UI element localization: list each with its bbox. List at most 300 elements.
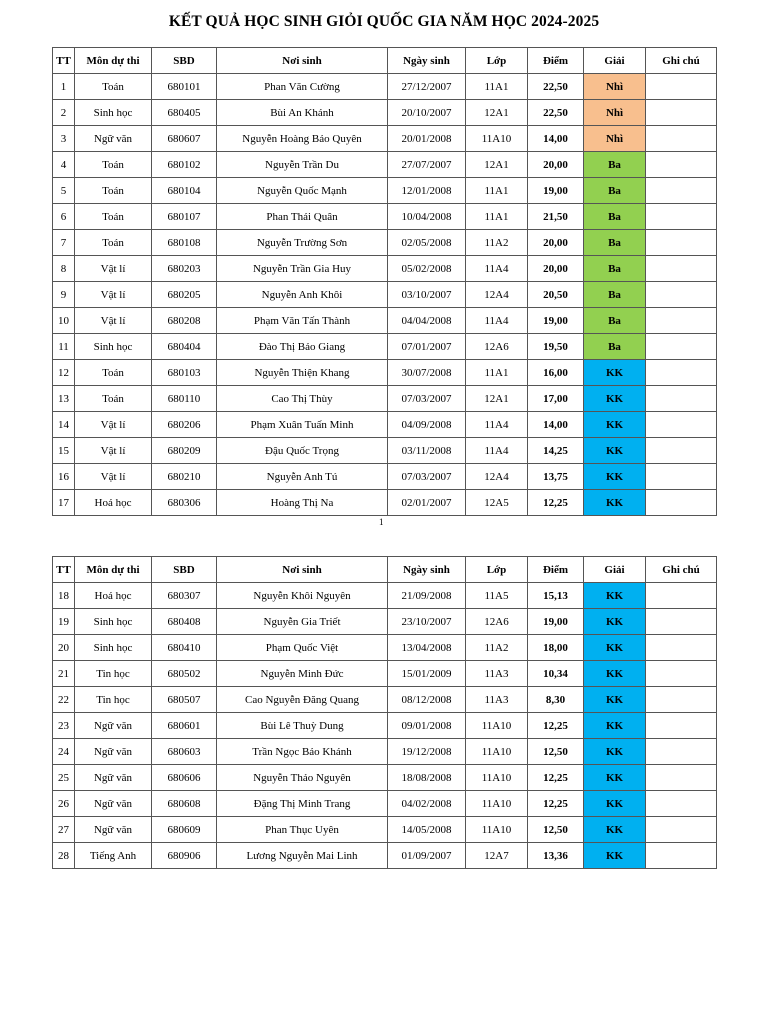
table-row xyxy=(53,152,717,178)
score-cell: 20,50 xyxy=(528,282,584,308)
class-cell: 11A2 xyxy=(466,230,528,256)
name-cell: Trần Ngọc Bảo Khánh xyxy=(217,739,388,765)
dob-cell: 07/01/2007 xyxy=(388,334,466,360)
score-cell: 12,25 xyxy=(528,490,584,516)
name-cell: Phan Thục Uyên xyxy=(217,817,388,843)
table-row xyxy=(53,74,717,100)
dob-cell: 04/09/2008 xyxy=(388,412,466,438)
note-cell xyxy=(646,661,717,687)
class-cell: 12A1 xyxy=(466,152,528,178)
column-header-subject: Môn dự thi xyxy=(75,557,152,583)
name-cell: Phạm Xuân Tuấn Minh xyxy=(217,412,388,438)
note-cell xyxy=(646,308,717,334)
table-body xyxy=(53,74,717,516)
subject-cell: Hoá học xyxy=(75,490,152,516)
column-header-note: Ghi chú xyxy=(646,557,717,583)
class-cell: 11A10 xyxy=(466,765,528,791)
score-cell: 22,50 xyxy=(528,74,584,100)
column-header-score: Điểm xyxy=(528,557,584,583)
note-cell xyxy=(646,490,717,516)
score-cell: 14,00 xyxy=(528,126,584,152)
column-header-score: Điểm xyxy=(528,48,584,74)
table-row xyxy=(53,412,717,438)
prize-cell: Ba xyxy=(584,334,646,360)
prize-cell: KK xyxy=(584,791,646,817)
dob-cell: 10/04/2008 xyxy=(388,204,466,230)
name-cell: Lương Nguyễn Mai Linh xyxy=(217,843,388,869)
name-cell: Nguyễn Anh Khôi xyxy=(217,282,388,308)
tt-cell: 11 xyxy=(53,334,75,360)
score-cell: 8,30 xyxy=(528,687,584,713)
class-cell: 11A1 xyxy=(466,204,528,230)
score-cell: 10,34 xyxy=(528,661,584,687)
dob-cell: 21/09/2008 xyxy=(388,583,466,609)
prize-cell: KK xyxy=(584,386,646,412)
class-cell: 12A6 xyxy=(466,334,528,360)
column-header-sbd: SBD xyxy=(152,557,217,583)
table-row xyxy=(53,791,717,817)
prize-cell: KK xyxy=(584,438,646,464)
class-cell: 11A4 xyxy=(466,308,528,334)
class-cell: 12A1 xyxy=(466,386,528,412)
subject-cell: Ngữ văn xyxy=(75,765,152,791)
name-cell: Nguyễn Quốc Mạnh xyxy=(217,178,388,204)
table-header-row xyxy=(53,557,717,583)
class-cell: 12A4 xyxy=(466,282,528,308)
name-cell: Nguyễn Khôi Nguyên xyxy=(217,583,388,609)
sbd-cell: 680206 xyxy=(152,412,217,438)
subject-cell: Ngữ văn xyxy=(75,126,152,152)
subject-cell: Ngữ văn xyxy=(75,791,152,817)
name-cell: Nguyễn Gia Triết xyxy=(217,609,388,635)
name-cell: Nguyễn Thiện Khang xyxy=(217,360,388,386)
score-cell: 14,00 xyxy=(528,412,584,438)
prize-cell: KK xyxy=(584,635,646,661)
sbd-cell: 680203 xyxy=(152,256,217,282)
table-row xyxy=(53,661,717,687)
tt-cell: 10 xyxy=(53,308,75,334)
tt-cell: 25 xyxy=(53,765,75,791)
tt-cell: 13 xyxy=(53,386,75,412)
class-cell: 11A2 xyxy=(466,635,528,661)
sbd-cell: 680607 xyxy=(152,126,217,152)
prize-cell: Ba xyxy=(584,282,646,308)
subject-cell: Sinh học xyxy=(75,100,152,126)
table-row xyxy=(53,817,717,843)
dob-cell: 09/01/2008 xyxy=(388,713,466,739)
column-header-prize: Giải xyxy=(584,557,646,583)
note-cell xyxy=(646,152,717,178)
subject-cell: Toán xyxy=(75,360,152,386)
prize-cell: Nhì xyxy=(584,74,646,100)
sbd-cell: 680210 xyxy=(152,464,217,490)
class-cell: 11A10 xyxy=(466,713,528,739)
dob-cell: 02/01/2007 xyxy=(388,490,466,516)
table-row xyxy=(53,334,717,360)
sbd-cell: 680608 xyxy=(152,791,217,817)
subject-cell: Toán xyxy=(75,74,152,100)
tt-cell: 16 xyxy=(53,464,75,490)
note-cell xyxy=(646,713,717,739)
table-row xyxy=(53,739,717,765)
tt-cell: 6 xyxy=(53,204,75,230)
note-cell xyxy=(646,438,717,464)
prize-cell: Nhì xyxy=(584,126,646,152)
sbd-cell: 680601 xyxy=(152,713,217,739)
score-cell: 20,00 xyxy=(528,230,584,256)
class-cell: 11A1 xyxy=(466,74,528,100)
table-row xyxy=(53,230,717,256)
note-cell xyxy=(646,386,717,412)
score-cell: 18,00 xyxy=(528,635,584,661)
column-header-tt: TT xyxy=(53,48,75,74)
score-cell: 12,25 xyxy=(528,791,584,817)
class-cell: 11A10 xyxy=(466,817,528,843)
note-cell xyxy=(646,74,717,100)
subject-cell: Sinh học xyxy=(75,635,152,661)
column-header-name: Nơi sinh xyxy=(217,557,388,583)
prize-cell: Ba xyxy=(584,178,646,204)
dob-cell: 27/07/2007 xyxy=(388,152,466,178)
class-cell: 11A4 xyxy=(466,256,528,282)
prize-cell: KK xyxy=(584,687,646,713)
sbd-cell: 680603 xyxy=(152,739,217,765)
dob-cell: 15/01/2009 xyxy=(388,661,466,687)
note-cell xyxy=(646,739,717,765)
subject-cell: Hoá học xyxy=(75,583,152,609)
name-cell: Phan Thái Quân xyxy=(217,204,388,230)
score-cell: 19,00 xyxy=(528,308,584,334)
sbd-cell: 680108 xyxy=(152,230,217,256)
dob-cell: 18/08/2008 xyxy=(388,765,466,791)
dob-cell: 13/04/2008 xyxy=(388,635,466,661)
name-cell: Phan Văn Cường xyxy=(217,74,388,100)
prize-cell: KK xyxy=(584,360,646,386)
subject-cell: Toán xyxy=(75,178,152,204)
column-header-class: Lớp xyxy=(466,48,528,74)
class-cell: 11A10 xyxy=(466,126,528,152)
score-cell: 20,00 xyxy=(528,152,584,178)
sbd-cell: 680107 xyxy=(152,204,217,230)
prize-cell: KK xyxy=(584,739,646,765)
subject-cell: Toán xyxy=(75,386,152,412)
subject-cell: Tin học xyxy=(75,687,152,713)
tt-cell: 19 xyxy=(53,609,75,635)
column-header-class: Lớp xyxy=(466,557,528,583)
table-row xyxy=(53,386,717,412)
subject-cell: Toán xyxy=(75,230,152,256)
dob-cell: 14/05/2008 xyxy=(388,817,466,843)
column-header-sbd: SBD xyxy=(152,48,217,74)
note-cell xyxy=(646,609,717,635)
class-cell: 12A7 xyxy=(466,843,528,869)
tt-cell: 8 xyxy=(53,256,75,282)
table-row xyxy=(53,308,717,334)
dob-cell: 07/03/2007 xyxy=(388,464,466,490)
name-cell: Nguyễn Minh Đức xyxy=(217,661,388,687)
tt-cell: 2 xyxy=(53,100,75,126)
column-header-dob: Ngày sinh xyxy=(388,557,466,583)
subject-cell: Tin học xyxy=(75,661,152,687)
tt-cell: 7 xyxy=(53,230,75,256)
sbd-cell: 680906 xyxy=(152,843,217,869)
subject-cell: Toán xyxy=(75,152,152,178)
tt-cell: 12 xyxy=(53,360,75,386)
subject-cell: Ngữ văn xyxy=(75,739,152,765)
name-cell: Bùi An Khánh xyxy=(217,100,388,126)
sbd-cell: 680101 xyxy=(152,74,217,100)
prize-cell: KK xyxy=(584,412,646,438)
note-cell xyxy=(646,817,717,843)
note-cell xyxy=(646,791,717,817)
sbd-cell: 680205 xyxy=(152,282,217,308)
dob-cell: 30/07/2008 xyxy=(388,360,466,386)
score-cell: 14,25 xyxy=(528,438,584,464)
score-cell: 15,13 xyxy=(528,583,584,609)
name-cell: Phạm Văn Tấn Thành xyxy=(217,308,388,334)
name-cell: Phạm Quốc Việt xyxy=(217,635,388,661)
column-header-subject: Môn dự thi xyxy=(75,48,152,74)
sbd-cell: 680110 xyxy=(152,386,217,412)
sbd-cell: 680507 xyxy=(152,687,217,713)
prize-cell: Nhì xyxy=(584,100,646,126)
sbd-cell: 680307 xyxy=(152,583,217,609)
note-cell xyxy=(646,282,717,308)
name-cell: Nguyễn Anh Tú xyxy=(217,464,388,490)
dob-cell: 04/02/2008 xyxy=(388,791,466,817)
dob-cell: 08/12/2008 xyxy=(388,687,466,713)
score-cell: 12,25 xyxy=(528,713,584,739)
results-table-1 xyxy=(52,47,717,516)
prize-cell: KK xyxy=(584,713,646,739)
table-row xyxy=(53,360,717,386)
class-cell: 11A3 xyxy=(466,661,528,687)
score-cell: 19,00 xyxy=(528,609,584,635)
subject-cell: Vật lí xyxy=(75,412,152,438)
note-cell xyxy=(646,765,717,791)
prize-cell: KK xyxy=(584,464,646,490)
sbd-cell: 680606 xyxy=(152,765,217,791)
class-cell: 11A3 xyxy=(466,687,528,713)
tt-cell: 28 xyxy=(53,843,75,869)
table-row xyxy=(53,204,717,230)
prize-cell: Ba xyxy=(584,308,646,334)
note-cell xyxy=(646,412,717,438)
subject-cell: Vật lí xyxy=(75,282,152,308)
name-cell: Cao Thị Thùy xyxy=(217,386,388,412)
name-cell: Đậu Quốc Trọng xyxy=(217,438,388,464)
dob-cell: 27/12/2007 xyxy=(388,74,466,100)
name-cell: Nguyễn Trần Du xyxy=(217,152,388,178)
subject-cell: Vật lí xyxy=(75,464,152,490)
column-header-prize: Giải xyxy=(584,48,646,74)
subject-cell: Vật lí xyxy=(75,438,152,464)
note-cell xyxy=(646,687,717,713)
subject-cell: Sinh học xyxy=(75,609,152,635)
sbd-cell: 680404 xyxy=(152,334,217,360)
name-cell: Đặng Thị Minh Trang xyxy=(217,791,388,817)
name-cell: Cao Nguyễn Đăng Quang xyxy=(217,687,388,713)
score-cell: 20,00 xyxy=(528,256,584,282)
table-body xyxy=(53,583,717,869)
subject-cell: Vật lí xyxy=(75,256,152,282)
tt-cell: 17 xyxy=(53,490,75,516)
prize-cell: Ba xyxy=(584,256,646,282)
sbd-cell: 680410 xyxy=(152,635,217,661)
table-row xyxy=(53,713,717,739)
score-cell: 21,50 xyxy=(528,204,584,230)
score-cell: 19,50 xyxy=(528,334,584,360)
tt-cell: 20 xyxy=(53,635,75,661)
tt-cell: 22 xyxy=(53,687,75,713)
prize-cell: KK xyxy=(584,661,646,687)
note-cell xyxy=(646,464,717,490)
prize-cell: KK xyxy=(584,609,646,635)
subject-cell: Toán xyxy=(75,204,152,230)
class-cell: 12A1 xyxy=(466,100,528,126)
dob-cell: 05/02/2008 xyxy=(388,256,466,282)
score-cell: 16,00 xyxy=(528,360,584,386)
class-cell: 12A4 xyxy=(466,464,528,490)
column-header-name: Nơi sinh xyxy=(217,48,388,74)
note-cell xyxy=(646,256,717,282)
class-cell: 11A10 xyxy=(466,739,528,765)
table-row xyxy=(53,687,717,713)
table-row xyxy=(53,178,717,204)
note-cell xyxy=(646,126,717,152)
class-cell: 11A1 xyxy=(466,360,528,386)
score-cell: 12,50 xyxy=(528,817,584,843)
name-cell: Đào Thị Bảo Giang xyxy=(217,334,388,360)
sbd-cell: 680306 xyxy=(152,490,217,516)
name-cell: Nguyễn Hoàng Bảo Quyên xyxy=(217,126,388,152)
name-cell: Hoàng Thị Na xyxy=(217,490,388,516)
column-header-note: Ghi chú xyxy=(646,48,717,74)
score-cell: 19,00 xyxy=(528,178,584,204)
name-cell: Nguyễn Thảo Nguyên xyxy=(217,765,388,791)
sbd-cell: 680209 xyxy=(152,438,217,464)
sbd-cell: 680405 xyxy=(152,100,217,126)
column-header-dob: Ngày sinh xyxy=(388,48,466,74)
table-row xyxy=(53,256,717,282)
note-cell xyxy=(646,178,717,204)
tt-cell: 4 xyxy=(53,152,75,178)
tt-cell: 26 xyxy=(53,791,75,817)
prize-cell: Ba xyxy=(584,204,646,230)
score-cell: 12,25 xyxy=(528,765,584,791)
sbd-cell: 680408 xyxy=(152,609,217,635)
page-title: KẾT QUẢ HỌC SINH GIỎI QUỐC GIA NĂM HỌC 2024-2025 xyxy=(168,13,600,30)
prize-cell: KK xyxy=(584,843,646,869)
class-cell: 11A1 xyxy=(466,178,528,204)
note-cell xyxy=(646,360,717,386)
column-header-tt: TT xyxy=(53,557,75,583)
table-row xyxy=(53,126,717,152)
prize-cell: KK xyxy=(584,490,646,516)
tt-cell: 1 xyxy=(53,74,75,100)
note-cell xyxy=(646,334,717,360)
score-cell: 13,75 xyxy=(528,464,584,490)
class-cell: 11A4 xyxy=(466,412,528,438)
table-row xyxy=(53,490,717,516)
results-table-2 xyxy=(52,556,717,869)
dob-cell: 19/12/2008 xyxy=(388,739,466,765)
dob-cell: 03/11/2008 xyxy=(388,438,466,464)
sbd-cell: 680104 xyxy=(152,178,217,204)
prize-cell: KK xyxy=(584,765,646,791)
dob-cell: 03/10/2007 xyxy=(388,282,466,308)
class-cell: 11A10 xyxy=(466,791,528,817)
prize-cell: KK xyxy=(584,817,646,843)
tt-cell: 15 xyxy=(53,438,75,464)
table-row xyxy=(53,609,717,635)
subject-cell: Tiếng Anh xyxy=(75,843,152,869)
sbd-cell: 680103 xyxy=(152,360,217,386)
table-row xyxy=(53,100,717,126)
dob-cell: 07/03/2007 xyxy=(388,386,466,412)
page-number: 1 xyxy=(379,517,384,527)
score-cell: 22,50 xyxy=(528,100,584,126)
sbd-cell: 680102 xyxy=(152,152,217,178)
note-cell xyxy=(646,230,717,256)
score-cell: 17,00 xyxy=(528,386,584,412)
tt-cell: 9 xyxy=(53,282,75,308)
dob-cell: 23/10/2007 xyxy=(388,609,466,635)
prize-cell: Ba xyxy=(584,230,646,256)
sbd-cell: 680609 xyxy=(152,817,217,843)
note-cell xyxy=(646,100,717,126)
class-cell: 11A4 xyxy=(466,438,528,464)
subject-cell: Vật lí xyxy=(75,308,152,334)
name-cell: Bùi Lê Thuỳ Dung xyxy=(217,713,388,739)
prize-cell: Ba xyxy=(584,152,646,178)
subject-cell: Ngữ văn xyxy=(75,817,152,843)
tt-cell: 18 xyxy=(53,583,75,609)
dob-cell: 04/04/2008 xyxy=(388,308,466,334)
table-row xyxy=(53,843,717,869)
note-cell xyxy=(646,843,717,869)
subject-cell: Sinh học xyxy=(75,334,152,360)
note-cell xyxy=(646,635,717,661)
dob-cell: 20/01/2008 xyxy=(388,126,466,152)
sbd-cell: 680208 xyxy=(152,308,217,334)
table-row xyxy=(53,583,717,609)
note-cell xyxy=(646,204,717,230)
class-cell: 12A6 xyxy=(466,609,528,635)
class-cell: 11A5 xyxy=(466,583,528,609)
table-header-row xyxy=(53,48,717,74)
tt-cell: 27 xyxy=(53,817,75,843)
score-cell: 13,36 xyxy=(528,843,584,869)
dob-cell: 20/10/2007 xyxy=(388,100,466,126)
name-cell: Nguyễn Trần Gia Huy xyxy=(217,256,388,282)
table-row xyxy=(53,635,717,661)
dob-cell: 01/09/2007 xyxy=(388,843,466,869)
dob-cell: 12/01/2008 xyxy=(388,178,466,204)
tt-cell: 5 xyxy=(53,178,75,204)
tt-cell: 21 xyxy=(53,661,75,687)
subject-cell: Ngữ văn xyxy=(75,713,152,739)
prize-cell: KK xyxy=(584,583,646,609)
tt-cell: 24 xyxy=(53,739,75,765)
tt-cell: 3 xyxy=(53,126,75,152)
table-row xyxy=(53,438,717,464)
tt-cell: 14 xyxy=(53,412,75,438)
table-row xyxy=(53,765,717,791)
table-row xyxy=(53,282,717,308)
dob-cell: 02/05/2008 xyxy=(388,230,466,256)
score-cell: 12,50 xyxy=(528,739,584,765)
